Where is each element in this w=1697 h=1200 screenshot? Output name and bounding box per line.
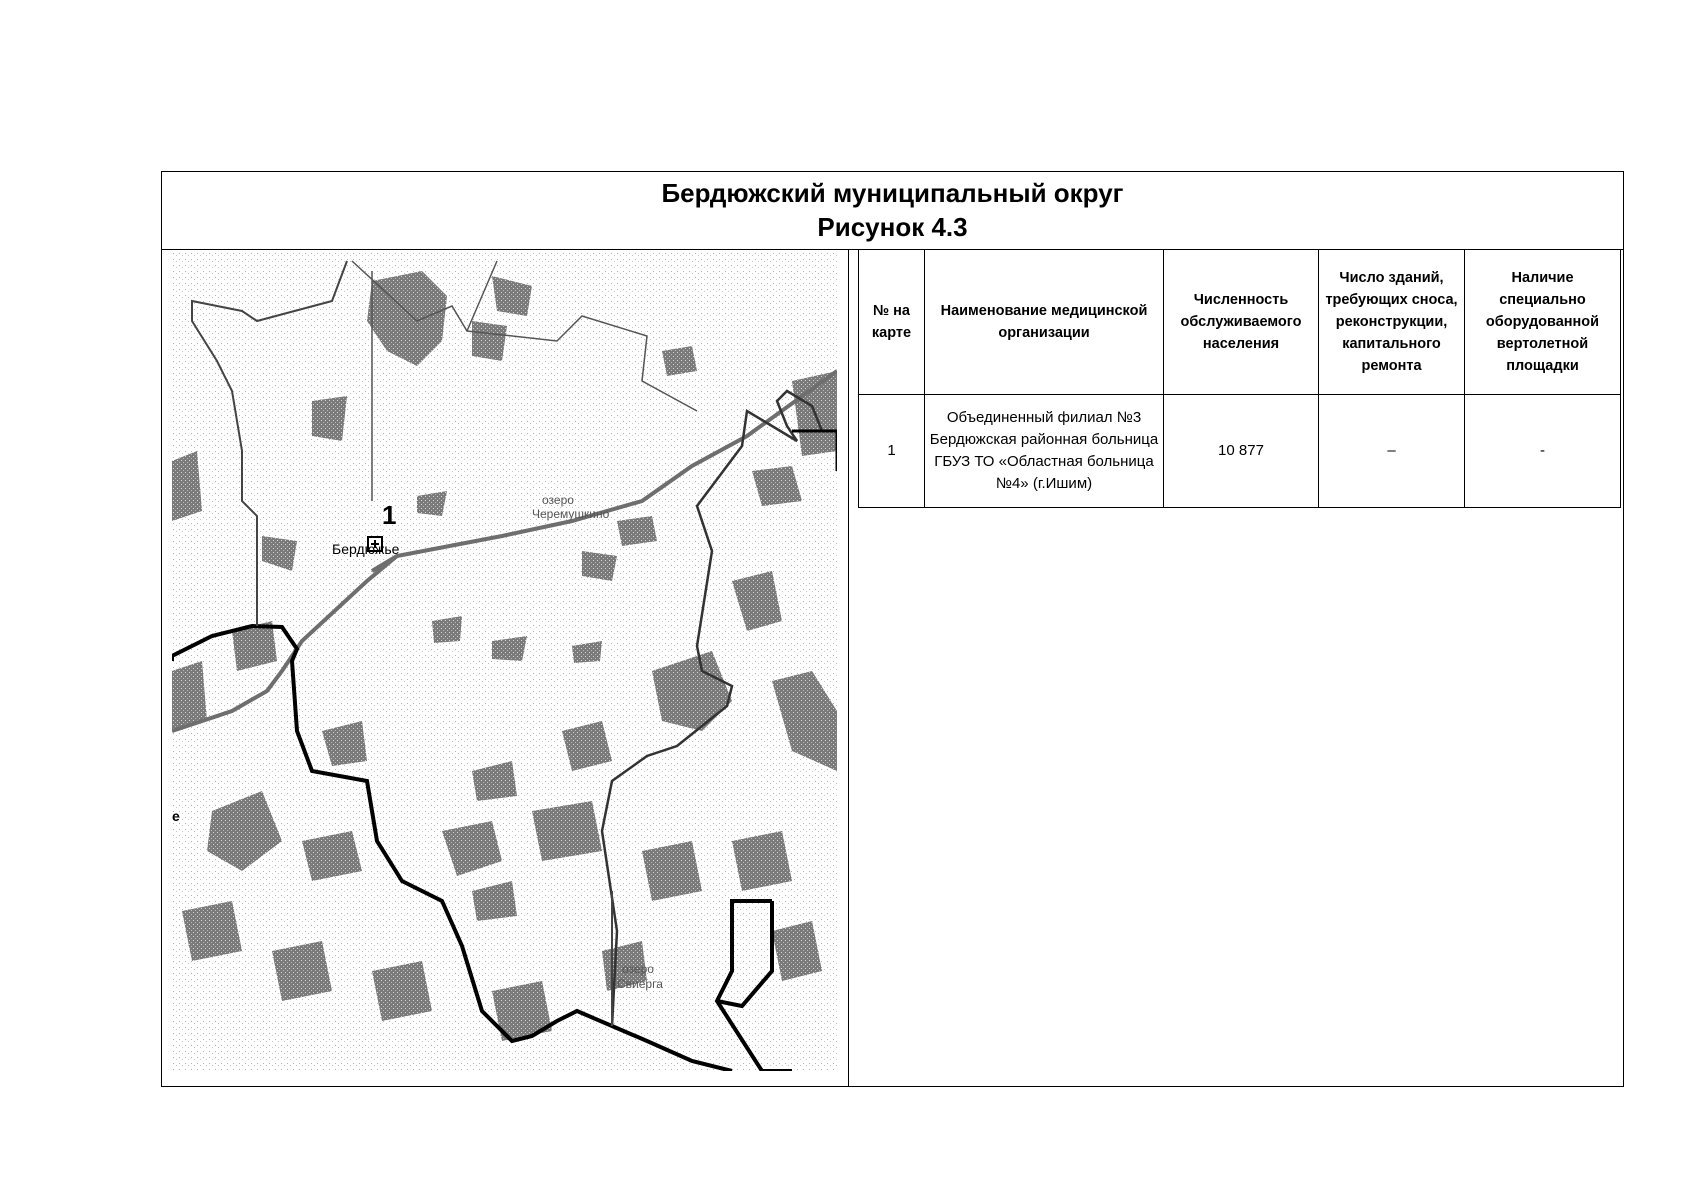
cell-buildings-repair: –: [1319, 395, 1465, 508]
header-population: Численность обслуживаемого населения: [1164, 250, 1319, 395]
column-divider: [848, 249, 849, 1086]
cell-population: 10 877: [1164, 395, 1319, 508]
cell-map-number: 1: [859, 395, 925, 508]
lake-label-2: озеро: [622, 962, 654, 976]
place-label-berdyuzhye: Бердюжье: [332, 541, 400, 557]
cell-organization-name: Объединенный филиал №3 Бердюжская районная больница ГБУЗ ТО «Областная больница №4» (г.Ишим): [925, 395, 1164, 508]
table-header-row: [859, 250, 1621, 395]
district-map: [172, 251, 837, 1071]
medical-organizations-table: [858, 249, 1621, 508]
map-canvas: [172, 251, 837, 1071]
lake-label-1-name: Черемушкино: [532, 507, 610, 521]
page-title: Бердюжский муниципальный округ: [661, 178, 1124, 208]
header-organization-name: Наименование медицинской организации: [925, 250, 1164, 395]
figure-header: [162, 172, 1623, 250]
edge-letter-label: е: [172, 808, 180, 824]
header-helipad: Наличие специально оборудованной вертолетной площадки: [1465, 250, 1621, 395]
table-row: [859, 395, 1621, 508]
figure-frame: [161, 171, 1624, 1087]
hospital-marker-number: 1: [382, 500, 397, 530]
header-buildings-repair: Число зданий, требующих сноса, реконструкции, капитального ремонта: [1319, 250, 1465, 395]
lake-label-2-name: Свиерга: [617, 977, 663, 991]
header-map-number: № на карте: [859, 250, 925, 395]
lake-label-1: озеро: [542, 493, 574, 507]
figure-caption: Рисунок 4.3: [817, 212, 968, 242]
cell-helipad: -: [1465, 395, 1621, 508]
